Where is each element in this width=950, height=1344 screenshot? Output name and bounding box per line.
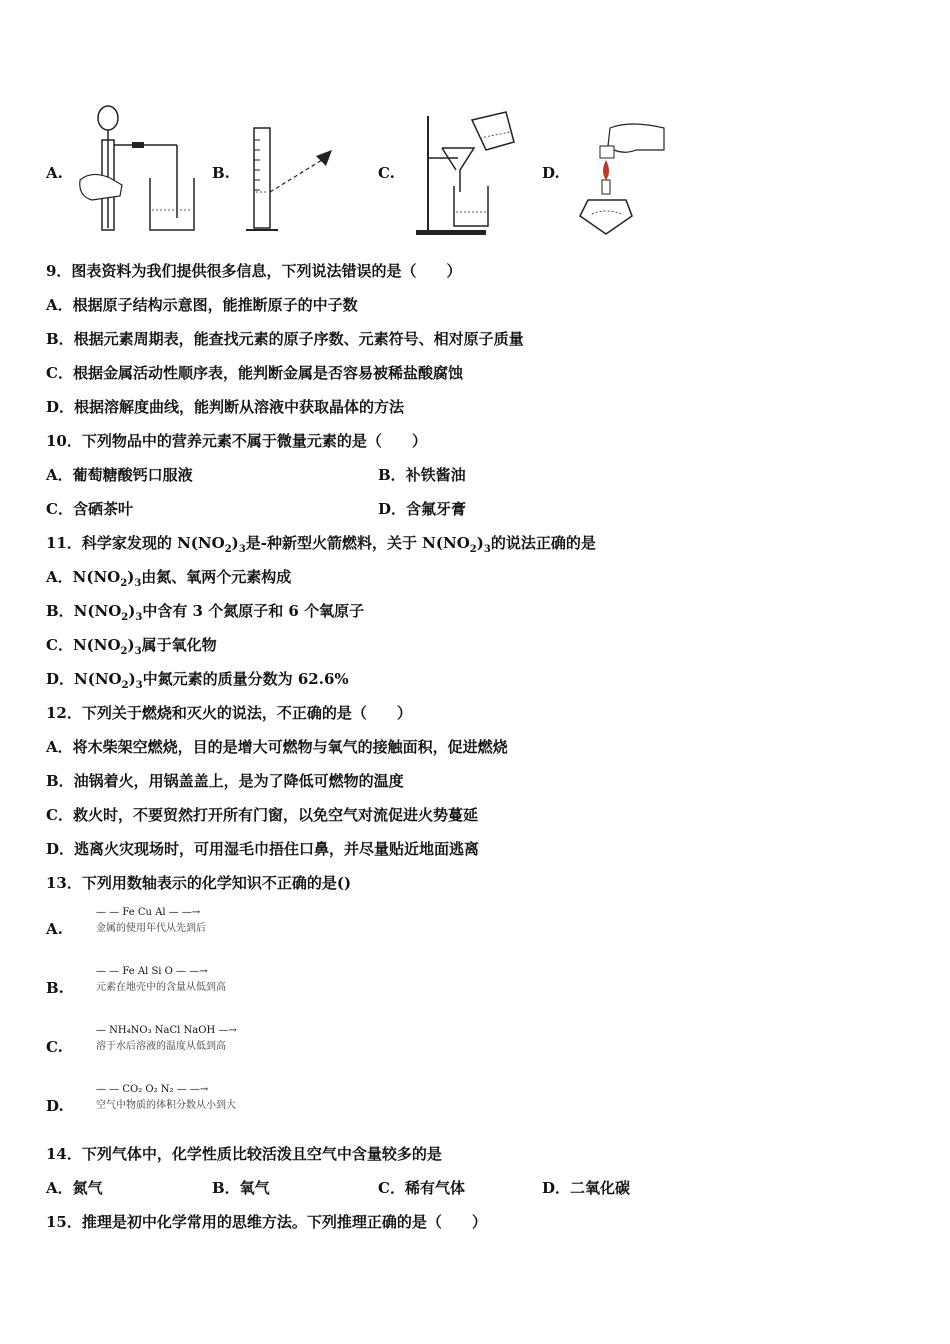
question-10-stem: 10．下列物品中的营养元素不属于微量元素的是（ ）: [46, 432, 427, 450]
question-10-option-a: A．葡萄糖酸钙口服液: [46, 466, 193, 484]
question-14-stem: 14．下列气体中，化学性质比较活泼且空气中含量较多的是: [46, 1145, 442, 1163]
question-14-option-a: A．氮气: [46, 1179, 103, 1197]
question-13-stem: 13．下列用数轴表示的化学知识不正确的是(): [46, 874, 352, 892]
question-12-option-b: B．油锅着火，用锅盖盖上，是为了降低可燃物的温度: [46, 772, 404, 790]
question-14-option-d: D．二氧化碳: [542, 1179, 631, 1197]
question-10-option-d: D．含氟牙膏: [378, 500, 467, 518]
graduated-cylinder-reading-figure: [240, 120, 340, 235]
figure-label-a: A.: [46, 164, 63, 182]
question-9-option-a: A．根据原子结构示意图，能推断原子的中子数: [46, 296, 358, 314]
question-11-stem: 11．科学家发现的 $N(NO_2)_3$是-种新型火箭燃料，关于 $N(NO_2)_3$的说法正确的是: [46, 534, 596, 555]
question-12-option-d: D．逃离火灾现场时，可用湿毛巾捂住口鼻，并尽量贴近地面逃离: [46, 840, 480, 858]
axis-marks: — — Fe Cu Al — —→: [96, 907, 201, 918]
question-9-stem: 9．图表资料为我们提供很多信息，下列说法错误的是（ ）: [46, 262, 462, 280]
question-11-option-a: A．$N(NO_2)_3$由氮、氧两个元素构成: [46, 568, 292, 589]
question-13-option-d-label: D.: [46, 1097, 64, 1115]
axis-marks: — NH₄NO₃ NaCl NaOH —→: [96, 1025, 237, 1036]
question-13-option-a-label: A.: [46, 920, 63, 938]
question-9-option-c: C．根据金属活动性顺序表，能判断金属是否容易被稀盐酸腐蚀: [46, 364, 463, 382]
figure-label-b: B.: [212, 164, 230, 182]
question-11-option-b: B．$N(NO_2)_3$中含有 3 个氮原子和 6 个氧原子: [46, 602, 365, 623]
gas-tightness-apparatus-figure: [72, 100, 197, 235]
axis-marks: — — Fe Al Si O — —→: [96, 966, 208, 977]
question-9-option-d: D．根据溶解度曲线，能判断从溶液中获取晶体的方法: [46, 398, 405, 416]
question-10-option-b: B．补铁酱油: [378, 466, 466, 484]
question-15-stem: 15．推理是初中化学常用的思维方法。下列推理正确的是（ ）: [46, 1213, 487, 1231]
filtration-apparatus-figure: [410, 108, 525, 238]
axis-caption: 金属的使用年代从先到后: [96, 923, 206, 934]
figure-label-c: C.: [378, 164, 395, 182]
question-12-option-c: C．救火时，不要贸然打开所有门窗，以免空气对流促进火势蔓延: [46, 806, 478, 824]
question-12-stem: 12．下列关于燃烧和灭火的说法，不正确的是（ ）: [46, 704, 412, 722]
figure-label-d: D.: [542, 164, 560, 182]
question-11-option-d: D．$N(NO_2)_3$中氮元素的质量分数为 62.6%: [46, 670, 349, 691]
question-13-option-b-label: B.: [46, 979, 64, 997]
question-9-option-b: B．根据元素周期表，能查找元素的原子序数、元素符号、相对原子质量: [46, 330, 524, 348]
question-14-option-c: C．稀有气体: [378, 1179, 465, 1197]
question-14-option-b: B．氧气: [212, 1179, 270, 1197]
question-11-option-c: C．$N(NO_2)_3$属于氧化物: [46, 636, 217, 657]
axis-caption: 空气中物质的体积分数从小到大: [96, 1100, 236, 1111]
axis-marks: — — CO₂ O₂ N₂ — —→: [96, 1084, 209, 1095]
axis-caption: 溶于水后溶液的温度从低到高: [96, 1041, 226, 1052]
axis-caption: 元素在地壳中的含量从低到高: [96, 982, 226, 993]
question-10-option-c: C．含硒茶叶: [46, 500, 133, 518]
alcohol-lamp-heating-figure: [570, 120, 670, 238]
question-13-option-c-label: C.: [46, 1038, 63, 1056]
question-12-option-a: A．将木柴架空燃烧，目的是增大可燃物与氧气的接触面积，促进燃烧: [46, 738, 508, 756]
